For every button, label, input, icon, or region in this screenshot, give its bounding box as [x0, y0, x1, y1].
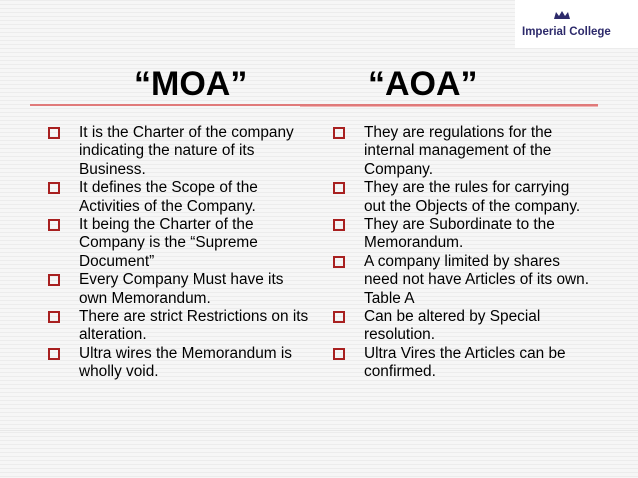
checkbox-bullet-icon — [48, 219, 60, 231]
list-item-text: There are strict Restrictions on its alteration. — [79, 308, 309, 344]
list-item — [48, 216, 310, 271]
list-item — [48, 124, 310, 179]
moa-heading: “MOA” — [134, 65, 248, 103]
list-item — [333, 216, 593, 253]
checkbox-bullet-icon — [48, 127, 60, 139]
footer-divider — [0, 430, 638, 431]
list-item-text: Ultra Vires the Articles can be confirmed. — [364, 344, 566, 381]
checkbox-bullet-icon — [48, 182, 60, 194]
list-item-text: Ultra wires the Memorandum is wholly void. — [79, 344, 292, 381]
list-item — [333, 308, 593, 345]
list-item-text: It defines the Scope of the Activities of the Company. — [79, 179, 258, 215]
college-logo-text: Imperial College — [522, 26, 611, 38]
list-item-text: It being the Charter of the Company is the “Supreme Document” — [79, 216, 258, 270]
checkbox-bullet-icon — [333, 256, 345, 268]
college-crest-icon — [553, 10, 571, 20]
moa-points-list — [48, 124, 310, 382]
list-item — [48, 271, 310, 308]
checkbox-bullet-icon — [48, 348, 60, 360]
list-item — [48, 308, 310, 345]
heading-divider-accent — [300, 106, 598, 107]
list-item — [48, 345, 310, 382]
list-item — [333, 345, 593, 382]
checkbox-bullet-icon — [333, 219, 345, 231]
list-item — [333, 179, 593, 216]
aoa-points-list — [333, 124, 593, 382]
list-item-text: Can be altered by Special resolution. — [364, 308, 541, 344]
list-item-text: It is the Charter of the company indicating the nature of its Business. — [79, 124, 294, 178]
aoa-heading: “AOA” — [368, 65, 478, 103]
list-item — [333, 253, 593, 308]
checkbox-bullet-icon — [333, 182, 345, 194]
list-item — [333, 124, 593, 179]
list-item-text: They are the rules for carrying out the Objects of the company. — [364, 179, 581, 215]
list-item-text: Every Company Must have its own Memorandum. — [79, 271, 284, 307]
checkbox-bullet-icon — [333, 127, 345, 139]
checkbox-bullet-icon — [48, 274, 60, 286]
checkbox-bullet-icon — [333, 348, 345, 360]
checkbox-bullet-icon — [48, 311, 60, 323]
logo-container — [515, 0, 638, 48]
list-item-text: They are regulations for the internal management of the Company. — [364, 124, 553, 178]
list-item-text: A company limited by shares need not have Articles of its own. Table A — [364, 252, 590, 307]
list-item-text: They are Subordinate to the Memorandum. — [364, 216, 555, 252]
list-item — [48, 179, 310, 216]
checkbox-bullet-icon — [333, 311, 345, 323]
